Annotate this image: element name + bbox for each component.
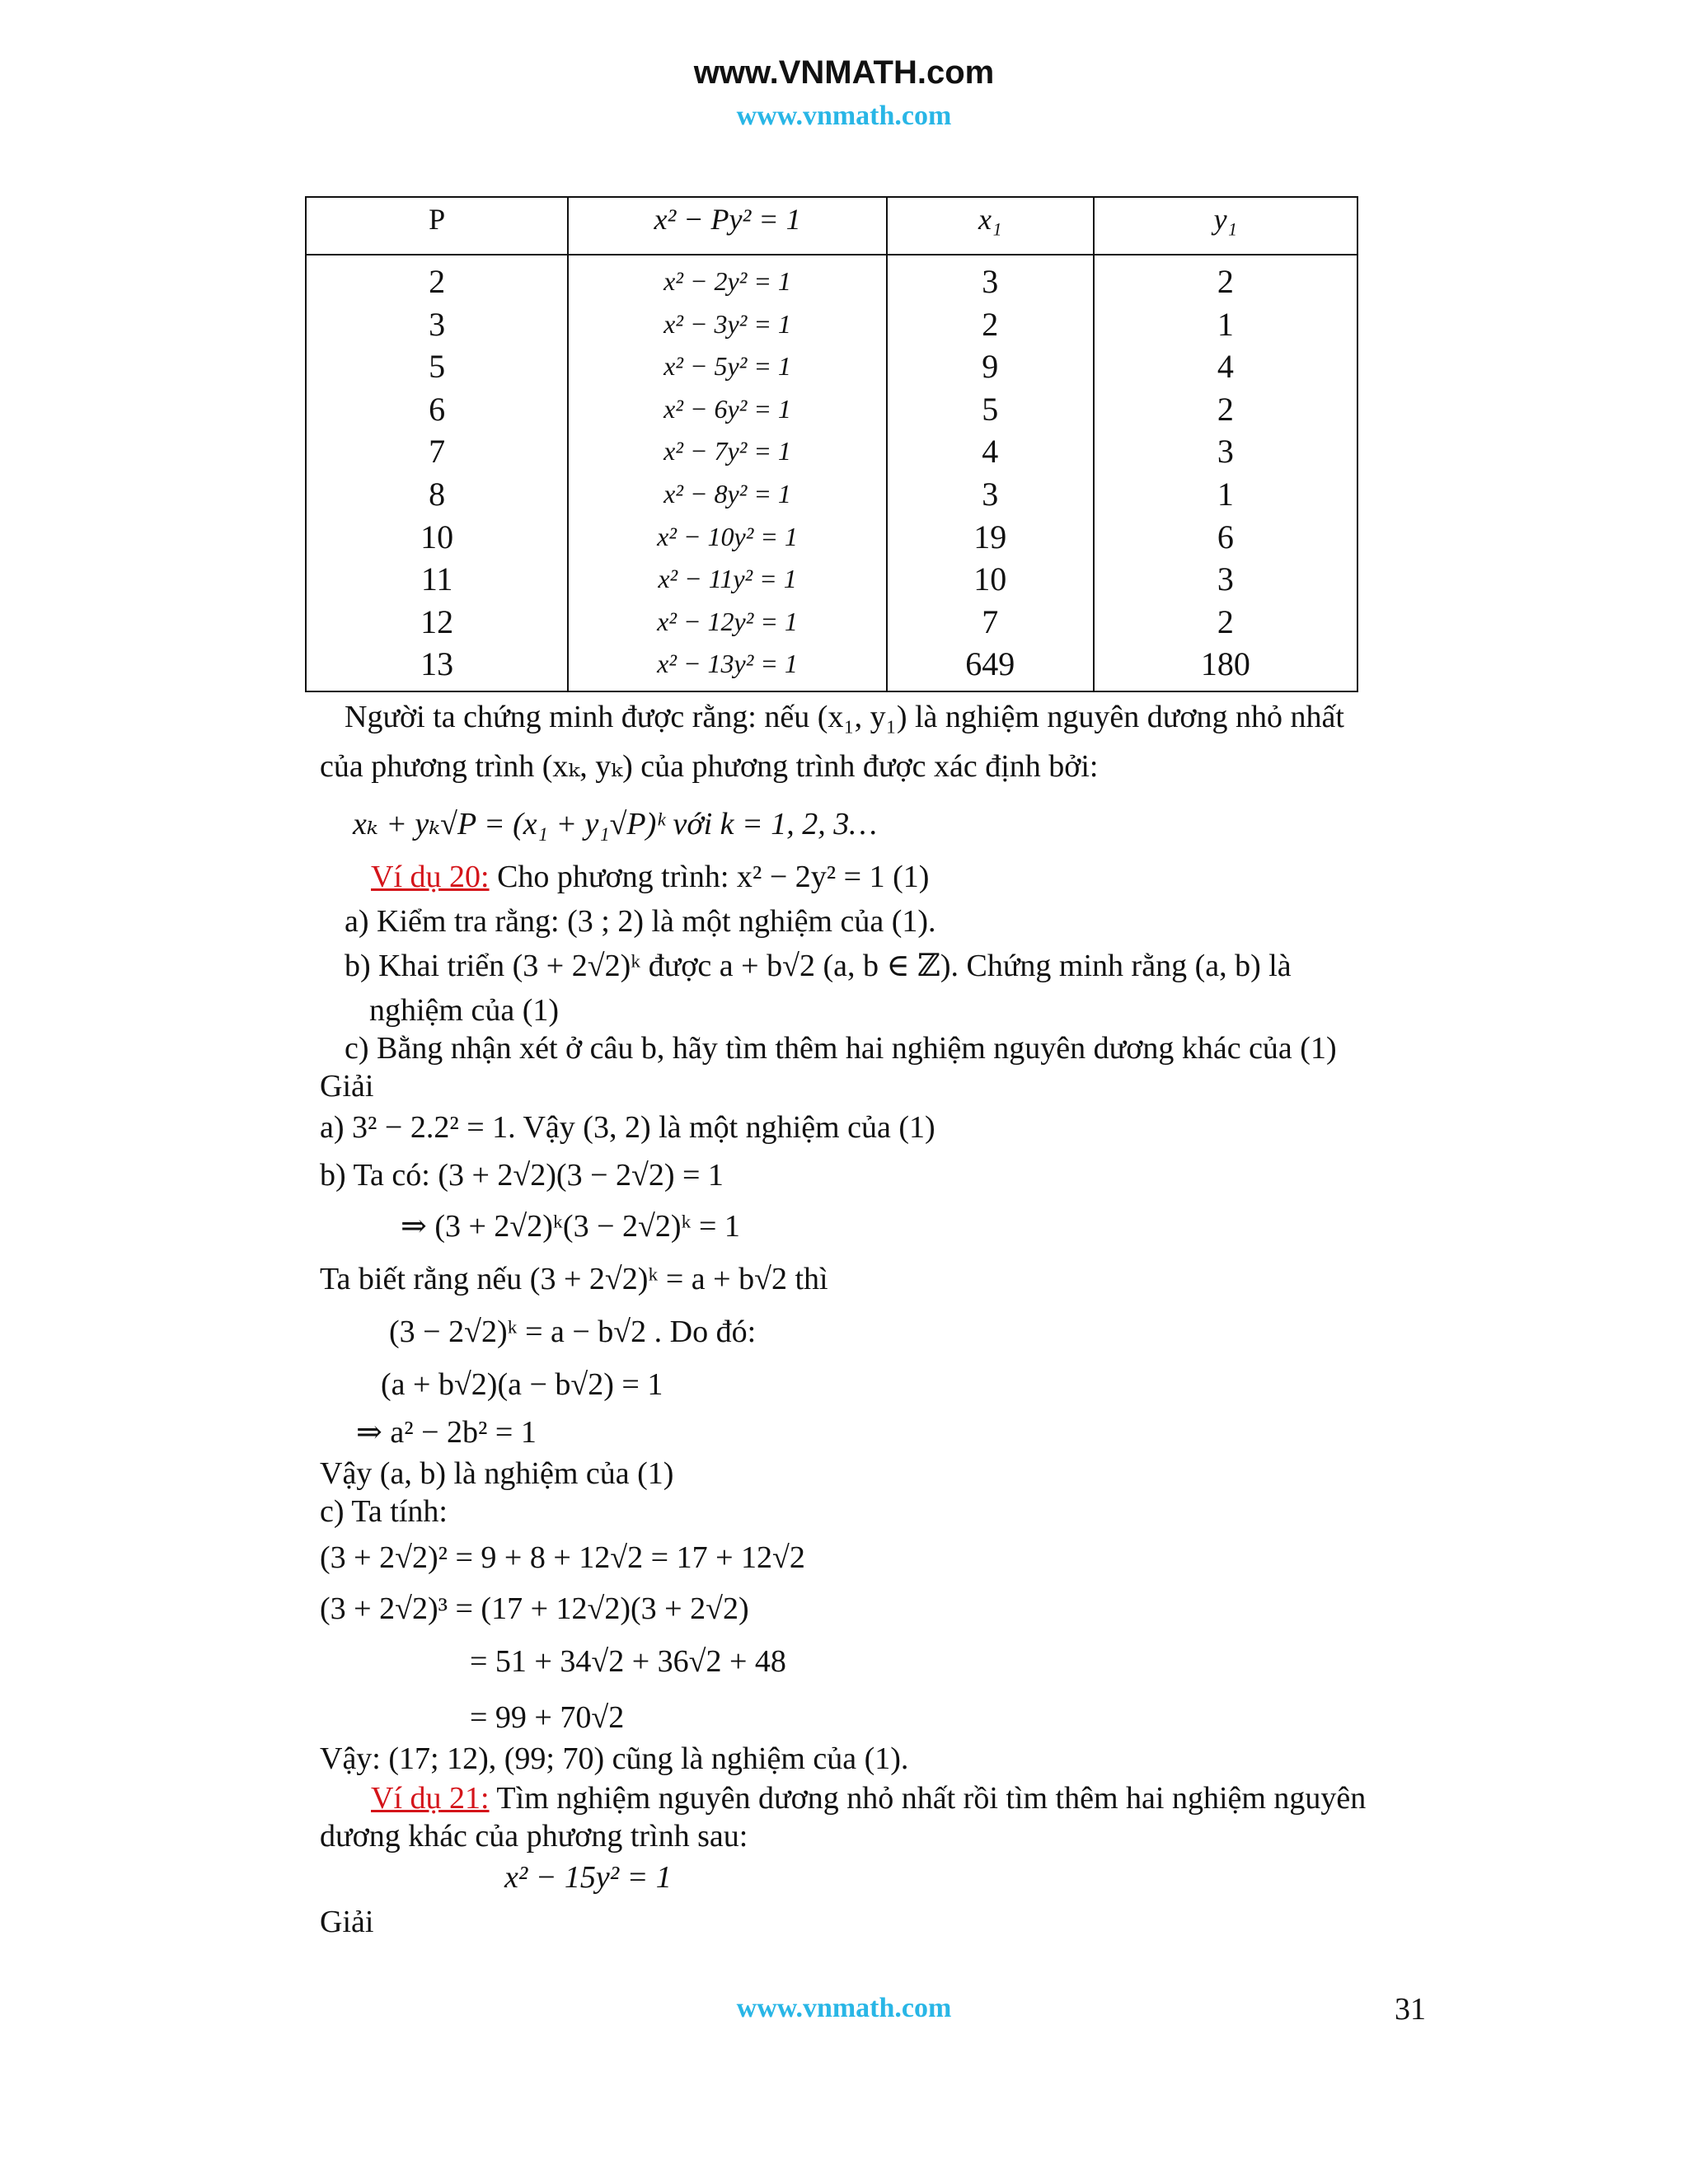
x1-value: 3 [982,263,999,300]
example-21-equation: x² − 15y² = 1 [504,1860,672,1895]
equation: x² − 12y² = 1 [657,606,798,636]
x1-column [887,255,1094,691]
x1-value: 3 [982,475,999,513]
page-number: 31 [1395,1992,1426,2027]
solution-b-know: Ta biết rằng nếu (3 + 2√2)ᵏ = a + b√2 thì [320,1262,828,1296]
equation: x² − 3y² = 1 [663,308,791,339]
header-x1: x₁ [887,197,1094,255]
p-value: 13 [420,645,454,683]
site-title: www.VNMATH.com [693,54,995,91]
x1-value: 7 [982,602,999,640]
example-21 [371,1780,1366,1816]
solution-c-result: = 99 + 70√2 [470,1700,625,1735]
y1-value: 1 [1217,475,1234,513]
solution-c-square: (3 + 2√2)² = 9 + 8 + 12√2 = 17 + 12√2 [320,1540,805,1575]
p-value: 6 [429,390,446,428]
equation: x² − 6y² = 1 [663,393,791,424]
table-header-row [306,197,1357,255]
p-column [306,255,568,691]
y1-value: 1 [1217,305,1234,343]
x1-value: 649 [965,645,1015,683]
table-row [306,255,1357,691]
equation: x² − 13y² = 1 [657,649,798,679]
solution-b-result: ⇒ a² − 2b² = 1 [356,1415,537,1450]
example-20-text: Cho phương trình: x² − 2y² = 1 (1) [489,860,930,894]
x1-value: 10 [973,560,1007,598]
theorem-line-2: của phương trình (xₖ, yₖ) của phương trình được xác định bởi: [320,749,1099,784]
pell-table [305,196,1358,692]
y1-value: 2 [1217,602,1234,640]
footer-link[interactable]: www.vnmath.com [736,1993,952,2023]
p-value: 11 [420,560,453,598]
p-value: 7 [429,433,446,471]
solution-c-expand: = 51 + 34√2 + 36√2 + 48 [470,1644,786,1679]
p-value: 8 [429,475,446,513]
question-c: c) Bằng nhận xét ở câu b, hãy tìm thêm hai nghiệm nguyên dương khác của (1) [345,1031,1337,1066]
equation-column [568,255,887,691]
y1-value: 6 [1217,518,1234,555]
equation: x² − 10y² = 1 [657,521,798,551]
question-b-cont: nghiệm của (1) [369,993,560,1028]
solution-c-cube: (3 + 2√2)³ = (17 + 12√2)(3 + 2√2) [320,1591,749,1626]
p-value: 10 [420,518,454,555]
x1-value: 9 [982,348,999,386]
header-p: P [306,197,568,255]
solution-b: b) Ta có: (3 + 2√2)(3 − 2√2) = 1 [320,1158,724,1193]
example-21-text: Tìm nghiệm nguyên dương nhỏ nhất rồi tìm thêm hai nghiệm nguyên [489,1781,1367,1816]
y1-value: 3 [1217,433,1234,471]
y1-value: 2 [1217,390,1234,428]
question-b: b) Khai triển (3 + 2√2)ᵏ được a + b√2 (a, b ∈ ℤ). Chứng minh rằng (a, b) là [345,949,1292,983]
p-value: 3 [429,305,446,343]
solution-heading: Giải [320,1069,374,1104]
example-21-cont: dương khác của phương trình sau: [320,1819,748,1854]
solution-a: a) 3² − 2.2² = 1. Vậy (3, 2) là một nghiệm của (1) [320,1110,935,1145]
equation: x² − 5y² = 1 [663,351,791,382]
solution-b-conj: (3 − 2√2)ᵏ = a − b√2 . Do đó: [389,1315,757,1349]
y1-column [1094,255,1357,691]
p-value: 12 [420,602,454,640]
solution-b-step: ⇒ (3 + 2√2)ᵏ(3 − 2√2)ᵏ = 1 [401,1209,740,1244]
header-y1: y₁ [1094,197,1357,255]
y1-value: 180 [1200,645,1250,683]
x1-value: 2 [982,305,999,343]
equation: x² − 11y² = 1 [658,564,797,594]
solution-c-conclusion: Vậy: (17; 12), (99; 70) cũng là nghiệm của (1). [320,1741,909,1776]
example-20 [371,859,929,895]
recurrence-formula: xₖ + yₖ√P = (x₁ + y₁√P)ᵏ với k = 1, 2, 3… [353,807,877,841]
x1-value: 5 [982,390,999,428]
equation: x² − 8y² = 1 [663,478,791,509]
p-value: 2 [429,263,446,300]
site-link[interactable]: www.vnmath.com [736,101,952,131]
p-value: 5 [429,348,446,386]
solution-c: c) Ta tính: [320,1494,448,1529]
theorem-line-1: Người ta chứng minh được rằng: nếu (x₁, y₁) là nghiệm nguyên dương nhỏ nhất [345,700,1344,734]
question-a: a) Kiểm tra rằng: (3 ; 2) là một nghiệm của (1). [345,904,936,939]
header-equation: x² − Py² = 1 [568,197,887,255]
y1-value: 4 [1217,348,1234,386]
example-20-label: Ví dụ 20: [371,860,490,894]
example-21-label: Ví dụ 21: [371,1781,490,1816]
equation: x² − 2y² = 1 [663,266,791,296]
solution-b-conclusion: Vậy (a, b) là nghiệm của (1) [320,1456,674,1491]
x1-value: 4 [982,433,999,471]
y1-value: 2 [1217,263,1234,300]
solution-heading-2: Giải [320,1905,374,1939]
y1-value: 3 [1217,560,1234,598]
solution-b-product: (a + b√2)(a − b√2) = 1 [381,1367,663,1402]
x1-value: 19 [973,518,1007,555]
equation: x² − 7y² = 1 [663,436,791,466]
